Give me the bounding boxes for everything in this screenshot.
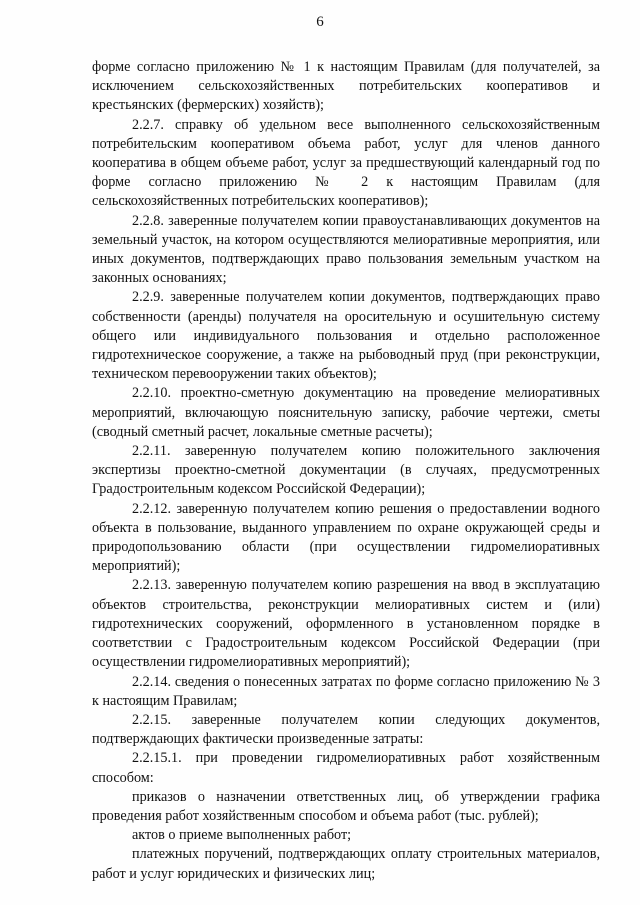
paragraph-2-2-13: 2.2.13. заверенную получателем копию разрешения на ввод в эксплуатацию объектов строительства, реконструкции мелиоративных систем и (или) гидротехнических сооружений, оформленного в установленном порядке в соответствии с Градостроительным кодексом Российской Федерации (при осуществлении гидромелиоративных мероприятий); (92, 577, 600, 671)
paragraph-2-2-7: 2.2.7. справку об удельном весе выполненного сельскохозяйственным потребительским кооперативом объема работ, услуг для членов данного кооператива в общем объеме работ, услуг за предшествующий календарный год по форме согласно приложению № 2 к настоящим Правилам (для сельскохозяйственных потребительских кооперативов); (92, 116, 600, 210)
document-body (92, 58, 600, 884)
paragraph-2-2-9: 2.2.9. заверенные получателем копии документов, подтверждающих право собственности (аренды) получателя на оросительную и осушительную систему общего или индивидуального пользования и отдельно расположенное гидротехническое сооружение, а также на рыбоводный пруд (при реконструкции, техническом перевооружении таких объектов); (92, 289, 600, 383)
paragraph-2-2-14: 2.2.14. сведения о понесенных затратах по форме согласно приложению № 3 к настоящим Правилам; (92, 673, 600, 709)
paragraph-payment-orders: платежных поручений, подтверждающих оплату строительных материалов, работ и услуг юридических и физических лиц; (92, 846, 600, 882)
paragraph-2-2-8: 2.2.8. заверенные получателем копии правоустанавливающих документов на земельный участок, на котором осуществляются мелиоративные мероприятия, или иных документов, подтверждающих право пользования земельным участком на законных основаниях; (92, 212, 600, 287)
paragraph-2-2-10: 2.2.10. проектно-сметную документацию на проведение мелиоративных мероприятий, включающую пояснительную записку, рабочие чертежи, сметы (сводный сметный расчет, локальные сметные расчеты); (92, 385, 600, 440)
paragraph-2-2-15-1: 2.2.15.1. при проведении гидромелиоративных работ хозяйственным способом: (92, 750, 600, 786)
paragraph-2-2-15: 2.2.15. заверенные получателем копии следующих документов, подтверждающих фактически произведенные затраты: (92, 711, 600, 748)
paragraph-2-2-11: 2.2.11. заверенную получателем копию положительного заключения экспертизы проектно-сметной документации (в случаях, предусмотренных Градостроительным кодексом Российской Федерации); (92, 443, 600, 498)
paragraph-2-2-12: 2.2.12. заверенную получателем копию решения о предоставлении водного объекта в пользование, выданного управлением по охране окружающей среды и природопользованию области (при осуществлении гидромелиоративных мероприятий); (92, 500, 600, 575)
paragraph-orders: приказов о назначении ответственных лиц, об утверждении графика проведения работ хозяйственным способом и объема работ (тыс. рублей); (92, 788, 600, 824)
page-number: 6 (316, 14, 324, 30)
paragraph-acts: актов о приеме выполненных работ; (132, 827, 352, 844)
paragraph-continuation: форме согласно приложению № 1 к настоящим Правилам (для получателей, за исключением сельскохозяйственных потребительских кооперативов и крестьянских (фермерских) хозяйств); (92, 59, 600, 114)
